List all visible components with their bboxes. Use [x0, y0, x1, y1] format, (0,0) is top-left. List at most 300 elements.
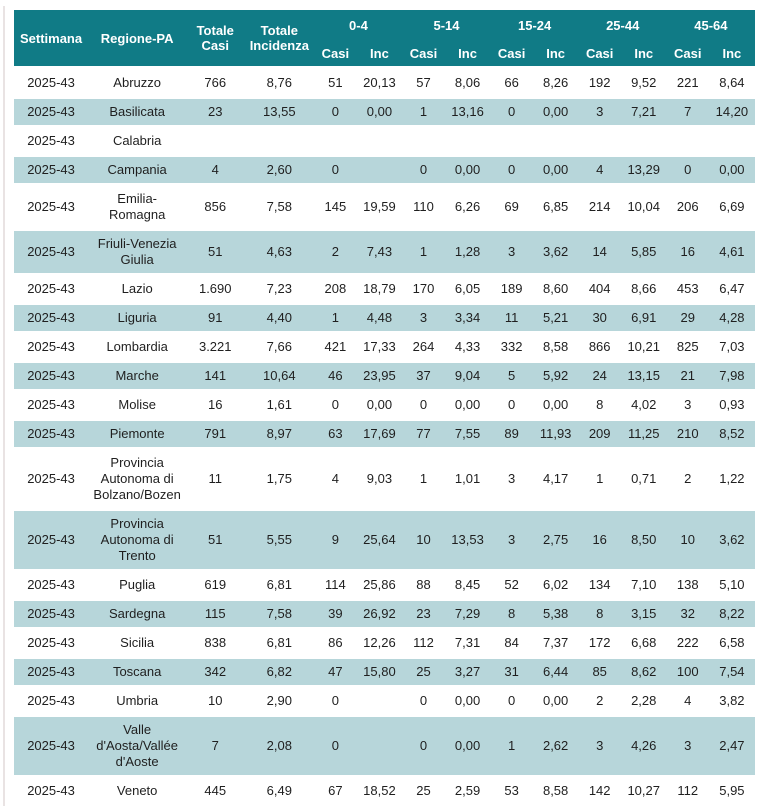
casi-25-44-cell: [579, 128, 621, 157]
inc-45-64-cell: 5,95: [709, 778, 755, 806]
casi-15-24-cell: 332: [491, 334, 533, 363]
casi-5-14-cell: 3: [402, 305, 444, 334]
totale-incidenza-cell: 2,90: [244, 688, 314, 717]
regione-cell: Campania: [88, 157, 186, 186]
casi-5-14-cell: 0: [402, 717, 444, 778]
casi-45-64-cell: 16: [667, 231, 709, 276]
inc-45-64-cell: 6,69: [709, 186, 755, 231]
settimana-cell: 2025-43: [14, 186, 88, 231]
casi-45-64-cell: 10: [667, 511, 709, 572]
inc-45-64-cell: 6,58: [709, 630, 755, 659]
sub-header-casi-45-64: Casi: [667, 40, 709, 66]
inc-25-44-cell: 7,10: [621, 572, 667, 601]
inc-15-24-cell: 0,00: [533, 688, 579, 717]
inc-15-24-cell: 6,44: [533, 659, 579, 688]
table-row: [14, 688, 755, 717]
totale-incidenza-cell: 2,60: [244, 157, 314, 186]
casi-45-64-cell: 100: [667, 659, 709, 688]
casi-45-64-cell: 3: [667, 717, 709, 778]
regione-cell: Umbria: [88, 688, 186, 717]
sub-header-inc-15-24: Inc: [533, 40, 579, 66]
totale-casi-cell: 51: [186, 231, 244, 276]
totale-incidenza-cell: 10,64: [244, 363, 314, 392]
casi-5-14-cell: 110: [402, 186, 444, 231]
casi-45-64-cell: 112: [667, 778, 709, 806]
inc-15-24-cell: 2,62: [533, 717, 579, 778]
casi-45-64-cell: 0: [667, 157, 709, 186]
inc-25-44-cell: 8,62: [621, 659, 667, 688]
casi-15-24-cell: 89: [491, 421, 533, 450]
col-header-totale-casi: Totale Casi: [186, 10, 244, 66]
table-row: [14, 334, 755, 363]
inc-45-64-cell: 8,64: [709, 66, 755, 99]
settimana-cell: 2025-43: [14, 157, 88, 186]
table-row: [14, 450, 755, 511]
totale-casi-cell: 141: [186, 363, 244, 392]
inc-5-14-cell: [445, 128, 491, 157]
col-header-age-5-14: 5-14: [402, 10, 490, 40]
casi-5-14-cell: 1: [402, 450, 444, 511]
inc-15-24-cell: 2,75: [533, 511, 579, 572]
totale-casi-cell: 619: [186, 572, 244, 601]
totale-casi-cell: 1.690: [186, 276, 244, 305]
inc-45-64-cell: [709, 128, 755, 157]
inc-15-24-cell: 6,85: [533, 186, 579, 231]
inc-5-14-cell: 3,27: [445, 659, 491, 688]
totale-casi-cell: 342: [186, 659, 244, 688]
inc-45-64-cell: 14,20: [709, 99, 755, 128]
table-row: [14, 128, 755, 157]
settimana-cell: 2025-43: [14, 778, 88, 806]
inc-0-4-cell: 25,64: [356, 511, 402, 572]
casi-15-24-cell: 66: [491, 66, 533, 99]
inc-5-14-cell: 0,00: [445, 688, 491, 717]
totale-incidenza-cell: 6,81: [244, 572, 314, 601]
casi-0-4-cell: 114: [314, 572, 356, 601]
settimana-cell: 2025-43: [14, 601, 88, 630]
table-header: [14, 10, 755, 66]
casi-25-44-cell: 8: [579, 601, 621, 630]
inc-15-24-cell: 3,62: [533, 231, 579, 276]
casi-45-64-cell: 4: [667, 688, 709, 717]
casi-0-4-cell: 47: [314, 659, 356, 688]
totale-casi-cell: 4: [186, 157, 244, 186]
casi-15-24-cell: 1: [491, 717, 533, 778]
inc-25-44-cell: 11,25: [621, 421, 667, 450]
regione-cell: Piemonte: [88, 421, 186, 450]
casi-45-64-cell: 221: [667, 66, 709, 99]
inc-45-64-cell: 4,61: [709, 231, 755, 276]
regione-cell: Molise: [88, 392, 186, 421]
settimana-cell: 2025-43: [14, 276, 88, 305]
settimana-cell: 2025-43: [14, 363, 88, 392]
casi-25-44-cell: 866: [579, 334, 621, 363]
col-header-totale-incidenza: Totale Incidenza: [244, 10, 314, 66]
regione-cell: Veneto: [88, 778, 186, 806]
casi-0-4-cell: 421: [314, 334, 356, 363]
totale-incidenza-cell: 7,58: [244, 601, 314, 630]
table-row: [14, 511, 755, 572]
casi-45-64-cell: 7: [667, 99, 709, 128]
sub-header-inc-0-4: Inc: [356, 40, 402, 66]
regione-cell: Liguria: [88, 305, 186, 334]
casi-0-4-cell: 2: [314, 231, 356, 276]
casi-0-4-cell: 51: [314, 66, 356, 99]
casi-5-14-cell: 112: [402, 630, 444, 659]
settimana-cell: 2025-43: [14, 392, 88, 421]
inc-0-4-cell: 4,48: [356, 305, 402, 334]
inc-0-4-cell: 20,13: [356, 66, 402, 99]
table-row: [14, 659, 755, 688]
totale-incidenza-cell: 8,97: [244, 421, 314, 450]
casi-25-44-cell: 8: [579, 392, 621, 421]
table-row: [14, 186, 755, 231]
sub-header-inc-45-64: Inc: [709, 40, 755, 66]
inc-0-4-cell: [356, 157, 402, 186]
page-left-border: [3, 6, 5, 806]
inc-45-64-cell: 7,03: [709, 334, 755, 363]
casi-15-24-cell: 0: [491, 157, 533, 186]
casi-25-44-cell: 404: [579, 276, 621, 305]
inc-15-24-cell: 8,58: [533, 334, 579, 363]
inc-25-44-cell: 13,15: [621, 363, 667, 392]
sub-header-casi-25-44: Casi: [579, 40, 621, 66]
table-row: [14, 231, 755, 276]
table-row: [14, 392, 755, 421]
casi-0-4-cell: 67: [314, 778, 356, 806]
regione-cell: Abruzzo: [88, 66, 186, 99]
inc-45-64-cell: 6,47: [709, 276, 755, 305]
totale-casi-cell: 11: [186, 450, 244, 511]
casi-5-14-cell: 170: [402, 276, 444, 305]
inc-15-24-cell: 0,00: [533, 392, 579, 421]
casi-0-4-cell: 208: [314, 276, 356, 305]
inc-45-64-cell: 3,62: [709, 511, 755, 572]
regione-cell: Emilia-Romagna: [88, 186, 186, 231]
casi-5-14-cell: 264: [402, 334, 444, 363]
header-row-top: [14, 10, 755, 40]
sub-header-inc-25-44: Inc: [621, 40, 667, 66]
casi-25-44-cell: 3: [579, 717, 621, 778]
inc-25-44-cell: 10,21: [621, 334, 667, 363]
table-row: [14, 305, 755, 334]
inc-5-14-cell: 7,31: [445, 630, 491, 659]
inc-45-64-cell: 7,54: [709, 659, 755, 688]
totale-incidenza-cell: 7,23: [244, 276, 314, 305]
settimana-cell: 2025-43: [14, 630, 88, 659]
settimana-cell: 2025-43: [14, 421, 88, 450]
casi-15-24-cell: 8: [491, 601, 533, 630]
inc-5-14-cell: 13,53: [445, 511, 491, 572]
casi-5-14-cell: 77: [402, 421, 444, 450]
col-header-age-0-4: 0-4: [314, 10, 402, 40]
casi-0-4-cell: 63: [314, 421, 356, 450]
casi-45-64-cell: 210: [667, 421, 709, 450]
inc-0-4-cell: 19,59: [356, 186, 402, 231]
totale-casi-cell: 23: [186, 99, 244, 128]
casi-15-24-cell: 3: [491, 450, 533, 511]
inc-45-64-cell: 7,98: [709, 363, 755, 392]
table-body: [14, 66, 755, 806]
casi-15-24-cell: 0: [491, 688, 533, 717]
totale-incidenza-cell: 6,81: [244, 630, 314, 659]
inc-25-44-cell: 3,15: [621, 601, 667, 630]
casi-15-24-cell: 53: [491, 778, 533, 806]
totale-casi-cell: 10: [186, 688, 244, 717]
inc-5-14-cell: 7,29: [445, 601, 491, 630]
casi-5-14-cell: 37: [402, 363, 444, 392]
regione-cell: Calabria: [88, 128, 186, 157]
casi-15-24-cell: 3: [491, 231, 533, 276]
casi-45-64-cell: 2: [667, 450, 709, 511]
sub-header-casi-0-4: Casi: [314, 40, 356, 66]
inc-25-44-cell: 6,91: [621, 305, 667, 334]
casi-25-44-cell: 214: [579, 186, 621, 231]
totale-incidenza-cell: 4,40: [244, 305, 314, 334]
casi-15-24-cell: 84: [491, 630, 533, 659]
inc-45-64-cell: 0,00: [709, 157, 755, 186]
totale-incidenza-cell: 6,49: [244, 778, 314, 806]
casi-0-4-cell: 0: [314, 688, 356, 717]
settimana-cell: 2025-43: [14, 572, 88, 601]
inc-5-14-cell: 0,00: [445, 717, 491, 778]
regione-cell: Friuli-Venezia Giulia: [88, 231, 186, 276]
inc-15-24-cell: 0,00: [533, 99, 579, 128]
table-row: [14, 421, 755, 450]
inc-0-4-cell: 18,79: [356, 276, 402, 305]
casi-5-14-cell: 88: [402, 572, 444, 601]
casi-5-14-cell: 25: [402, 659, 444, 688]
casi-25-44-cell: 2: [579, 688, 621, 717]
inc-25-44-cell: 10,04: [621, 186, 667, 231]
inc-0-4-cell: 9,03: [356, 450, 402, 511]
settimana-cell: 2025-43: [14, 717, 88, 778]
inc-0-4-cell: [356, 688, 402, 717]
inc-0-4-cell: 18,52: [356, 778, 402, 806]
incidence-table: [14, 10, 755, 806]
inc-0-4-cell: 26,92: [356, 601, 402, 630]
casi-45-64-cell: 29: [667, 305, 709, 334]
casi-0-4-cell: 9: [314, 511, 356, 572]
inc-25-44-cell: 2,28: [621, 688, 667, 717]
casi-0-4-cell: 86: [314, 630, 356, 659]
settimana-cell: 2025-43: [14, 128, 88, 157]
inc-5-14-cell: 6,26: [445, 186, 491, 231]
casi-15-24-cell: 0: [491, 99, 533, 128]
inc-25-44-cell: 9,52: [621, 66, 667, 99]
inc-15-24-cell: [533, 128, 579, 157]
col-header-settimana: Settimana: [14, 10, 88, 66]
inc-5-14-cell: 0,00: [445, 392, 491, 421]
settimana-cell: 2025-43: [14, 99, 88, 128]
casi-0-4-cell: 1: [314, 305, 356, 334]
totale-incidenza-cell: 2,08: [244, 717, 314, 778]
inc-45-64-cell: 1,22: [709, 450, 755, 511]
inc-15-24-cell: 8,58: [533, 778, 579, 806]
casi-0-4-cell: 39: [314, 601, 356, 630]
sub-header-inc-5-14: Inc: [445, 40, 491, 66]
casi-25-44-cell: 1: [579, 450, 621, 511]
casi-25-44-cell: 85: [579, 659, 621, 688]
inc-5-14-cell: 3,34: [445, 305, 491, 334]
inc-45-64-cell: 4,28: [709, 305, 755, 334]
casi-45-64-cell: 21: [667, 363, 709, 392]
casi-15-24-cell: [491, 128, 533, 157]
inc-5-14-cell: 0,00: [445, 157, 491, 186]
col-header-age-25-44: 25-44: [579, 10, 667, 40]
regione-cell: Marche: [88, 363, 186, 392]
table-row: [14, 276, 755, 305]
table-row: [14, 601, 755, 630]
col-header-age-45-64: 45-64: [667, 10, 755, 40]
casi-5-14-cell: 1: [402, 231, 444, 276]
casi-5-14-cell: 1: [402, 99, 444, 128]
regione-cell: Valle d'Aosta/Vallée d'Aoste: [88, 717, 186, 778]
totale-incidenza-cell: 7,66: [244, 334, 314, 363]
casi-25-44-cell: 4: [579, 157, 621, 186]
casi-0-4-cell: 0: [314, 157, 356, 186]
inc-0-4-cell: 17,33: [356, 334, 402, 363]
settimana-cell: 2025-43: [14, 659, 88, 688]
totale-casi-cell: 766: [186, 66, 244, 99]
inc-45-64-cell: 3,82: [709, 688, 755, 717]
casi-25-44-cell: 24: [579, 363, 621, 392]
totale-casi-cell: 51: [186, 511, 244, 572]
casi-25-44-cell: 14: [579, 231, 621, 276]
inc-5-14-cell: 4,33: [445, 334, 491, 363]
inc-0-4-cell: 15,80: [356, 659, 402, 688]
casi-25-44-cell: 30: [579, 305, 621, 334]
inc-15-24-cell: 8,60: [533, 276, 579, 305]
totale-casi-cell: 791: [186, 421, 244, 450]
col-header-regione-pa: Regione-PA: [88, 10, 186, 66]
table-row: [14, 66, 755, 99]
casi-15-24-cell: 31: [491, 659, 533, 688]
casi-25-44-cell: 209: [579, 421, 621, 450]
casi-15-24-cell: 52: [491, 572, 533, 601]
inc-0-4-cell: 0,00: [356, 392, 402, 421]
totale-incidenza-cell: 5,55: [244, 511, 314, 572]
casi-25-44-cell: 192: [579, 66, 621, 99]
casi-5-14-cell: 23: [402, 601, 444, 630]
totale-incidenza-cell: 6,82: [244, 659, 314, 688]
inc-15-24-cell: 5,92: [533, 363, 579, 392]
inc-25-44-cell: 6,68: [621, 630, 667, 659]
casi-5-14-cell: 57: [402, 66, 444, 99]
casi-45-64-cell: 825: [667, 334, 709, 363]
inc-0-4-cell: 25,86: [356, 572, 402, 601]
settimana-cell: 2025-43: [14, 231, 88, 276]
inc-25-44-cell: 8,50: [621, 511, 667, 572]
col-header-age-15-24: 15-24: [491, 10, 579, 40]
regione-cell: Toscana: [88, 659, 186, 688]
inc-5-14-cell: 7,55: [445, 421, 491, 450]
totale-incidenza-cell: 4,63: [244, 231, 314, 276]
inc-5-14-cell: 8,06: [445, 66, 491, 99]
inc-15-24-cell: 7,37: [533, 630, 579, 659]
totale-incidenza-cell: 8,76: [244, 66, 314, 99]
inc-5-14-cell: 6,05: [445, 276, 491, 305]
inc-5-14-cell: 8,45: [445, 572, 491, 601]
table-row: [14, 572, 755, 601]
casi-15-24-cell: 11: [491, 305, 533, 334]
table-row: [14, 363, 755, 392]
inc-45-64-cell: 0,93: [709, 392, 755, 421]
inc-45-64-cell: 2,47: [709, 717, 755, 778]
totale-casi-cell: 3.221: [186, 334, 244, 363]
regione-cell: Sardegna: [88, 601, 186, 630]
totale-casi-cell: 16: [186, 392, 244, 421]
regione-cell: Sicilia: [88, 630, 186, 659]
inc-15-24-cell: 8,26: [533, 66, 579, 99]
settimana-cell: 2025-43: [14, 450, 88, 511]
table-row: [14, 630, 755, 659]
regione-cell: Puglia: [88, 572, 186, 601]
casi-25-44-cell: 142: [579, 778, 621, 806]
casi-5-14-cell: 25: [402, 778, 444, 806]
inc-25-44-cell: 10,27: [621, 778, 667, 806]
inc-0-4-cell: 23,95: [356, 363, 402, 392]
table-row: [14, 717, 755, 778]
totale-casi-cell: 91: [186, 305, 244, 334]
inc-0-4-cell: 7,43: [356, 231, 402, 276]
casi-15-24-cell: 69: [491, 186, 533, 231]
inc-15-24-cell: 11,93: [533, 421, 579, 450]
casi-25-44-cell: 16: [579, 511, 621, 572]
casi-0-4-cell: [314, 128, 356, 157]
inc-25-44-cell: 8,66: [621, 276, 667, 305]
inc-25-44-cell: 4,02: [621, 392, 667, 421]
settimana-cell: 2025-43: [14, 66, 88, 99]
inc-5-14-cell: 13,16: [445, 99, 491, 128]
sub-header-casi-15-24: Casi: [491, 40, 533, 66]
casi-45-64-cell: 138: [667, 572, 709, 601]
inc-25-44-cell: 13,29: [621, 157, 667, 186]
inc-25-44-cell: 0,71: [621, 450, 667, 511]
casi-15-24-cell: 0: [491, 392, 533, 421]
inc-45-64-cell: 8,22: [709, 601, 755, 630]
casi-0-4-cell: 0: [314, 392, 356, 421]
inc-0-4-cell: 17,69: [356, 421, 402, 450]
casi-5-14-cell: 0: [402, 392, 444, 421]
casi-5-14-cell: [402, 128, 444, 157]
regione-cell: Provincia Autonoma di Bolzano/Bozen: [88, 450, 186, 511]
table-row: [14, 778, 755, 806]
inc-0-4-cell: 12,26: [356, 630, 402, 659]
inc-15-24-cell: 4,17: [533, 450, 579, 511]
casi-45-64-cell: [667, 128, 709, 157]
casi-45-64-cell: 32: [667, 601, 709, 630]
inc-15-24-cell: 6,02: [533, 572, 579, 601]
casi-5-14-cell: 0: [402, 157, 444, 186]
totale-casi-cell: 838: [186, 630, 244, 659]
casi-0-4-cell: 46: [314, 363, 356, 392]
inc-15-24-cell: 5,21: [533, 305, 579, 334]
inc-5-14-cell: 9,04: [445, 363, 491, 392]
regione-cell: Basilicata: [88, 99, 186, 128]
inc-45-64-cell: 5,10: [709, 572, 755, 601]
totale-incidenza-cell: [244, 128, 314, 157]
inc-5-14-cell: 1,28: [445, 231, 491, 276]
casi-25-44-cell: 134: [579, 572, 621, 601]
inc-15-24-cell: 5,38: [533, 601, 579, 630]
totale-casi-cell: 445: [186, 778, 244, 806]
totale-casi-cell: 7: [186, 717, 244, 778]
casi-45-64-cell: 3: [667, 392, 709, 421]
inc-25-44-cell: 5,85: [621, 231, 667, 276]
casi-5-14-cell: 10: [402, 511, 444, 572]
totale-incidenza-cell: 13,55: [244, 99, 314, 128]
